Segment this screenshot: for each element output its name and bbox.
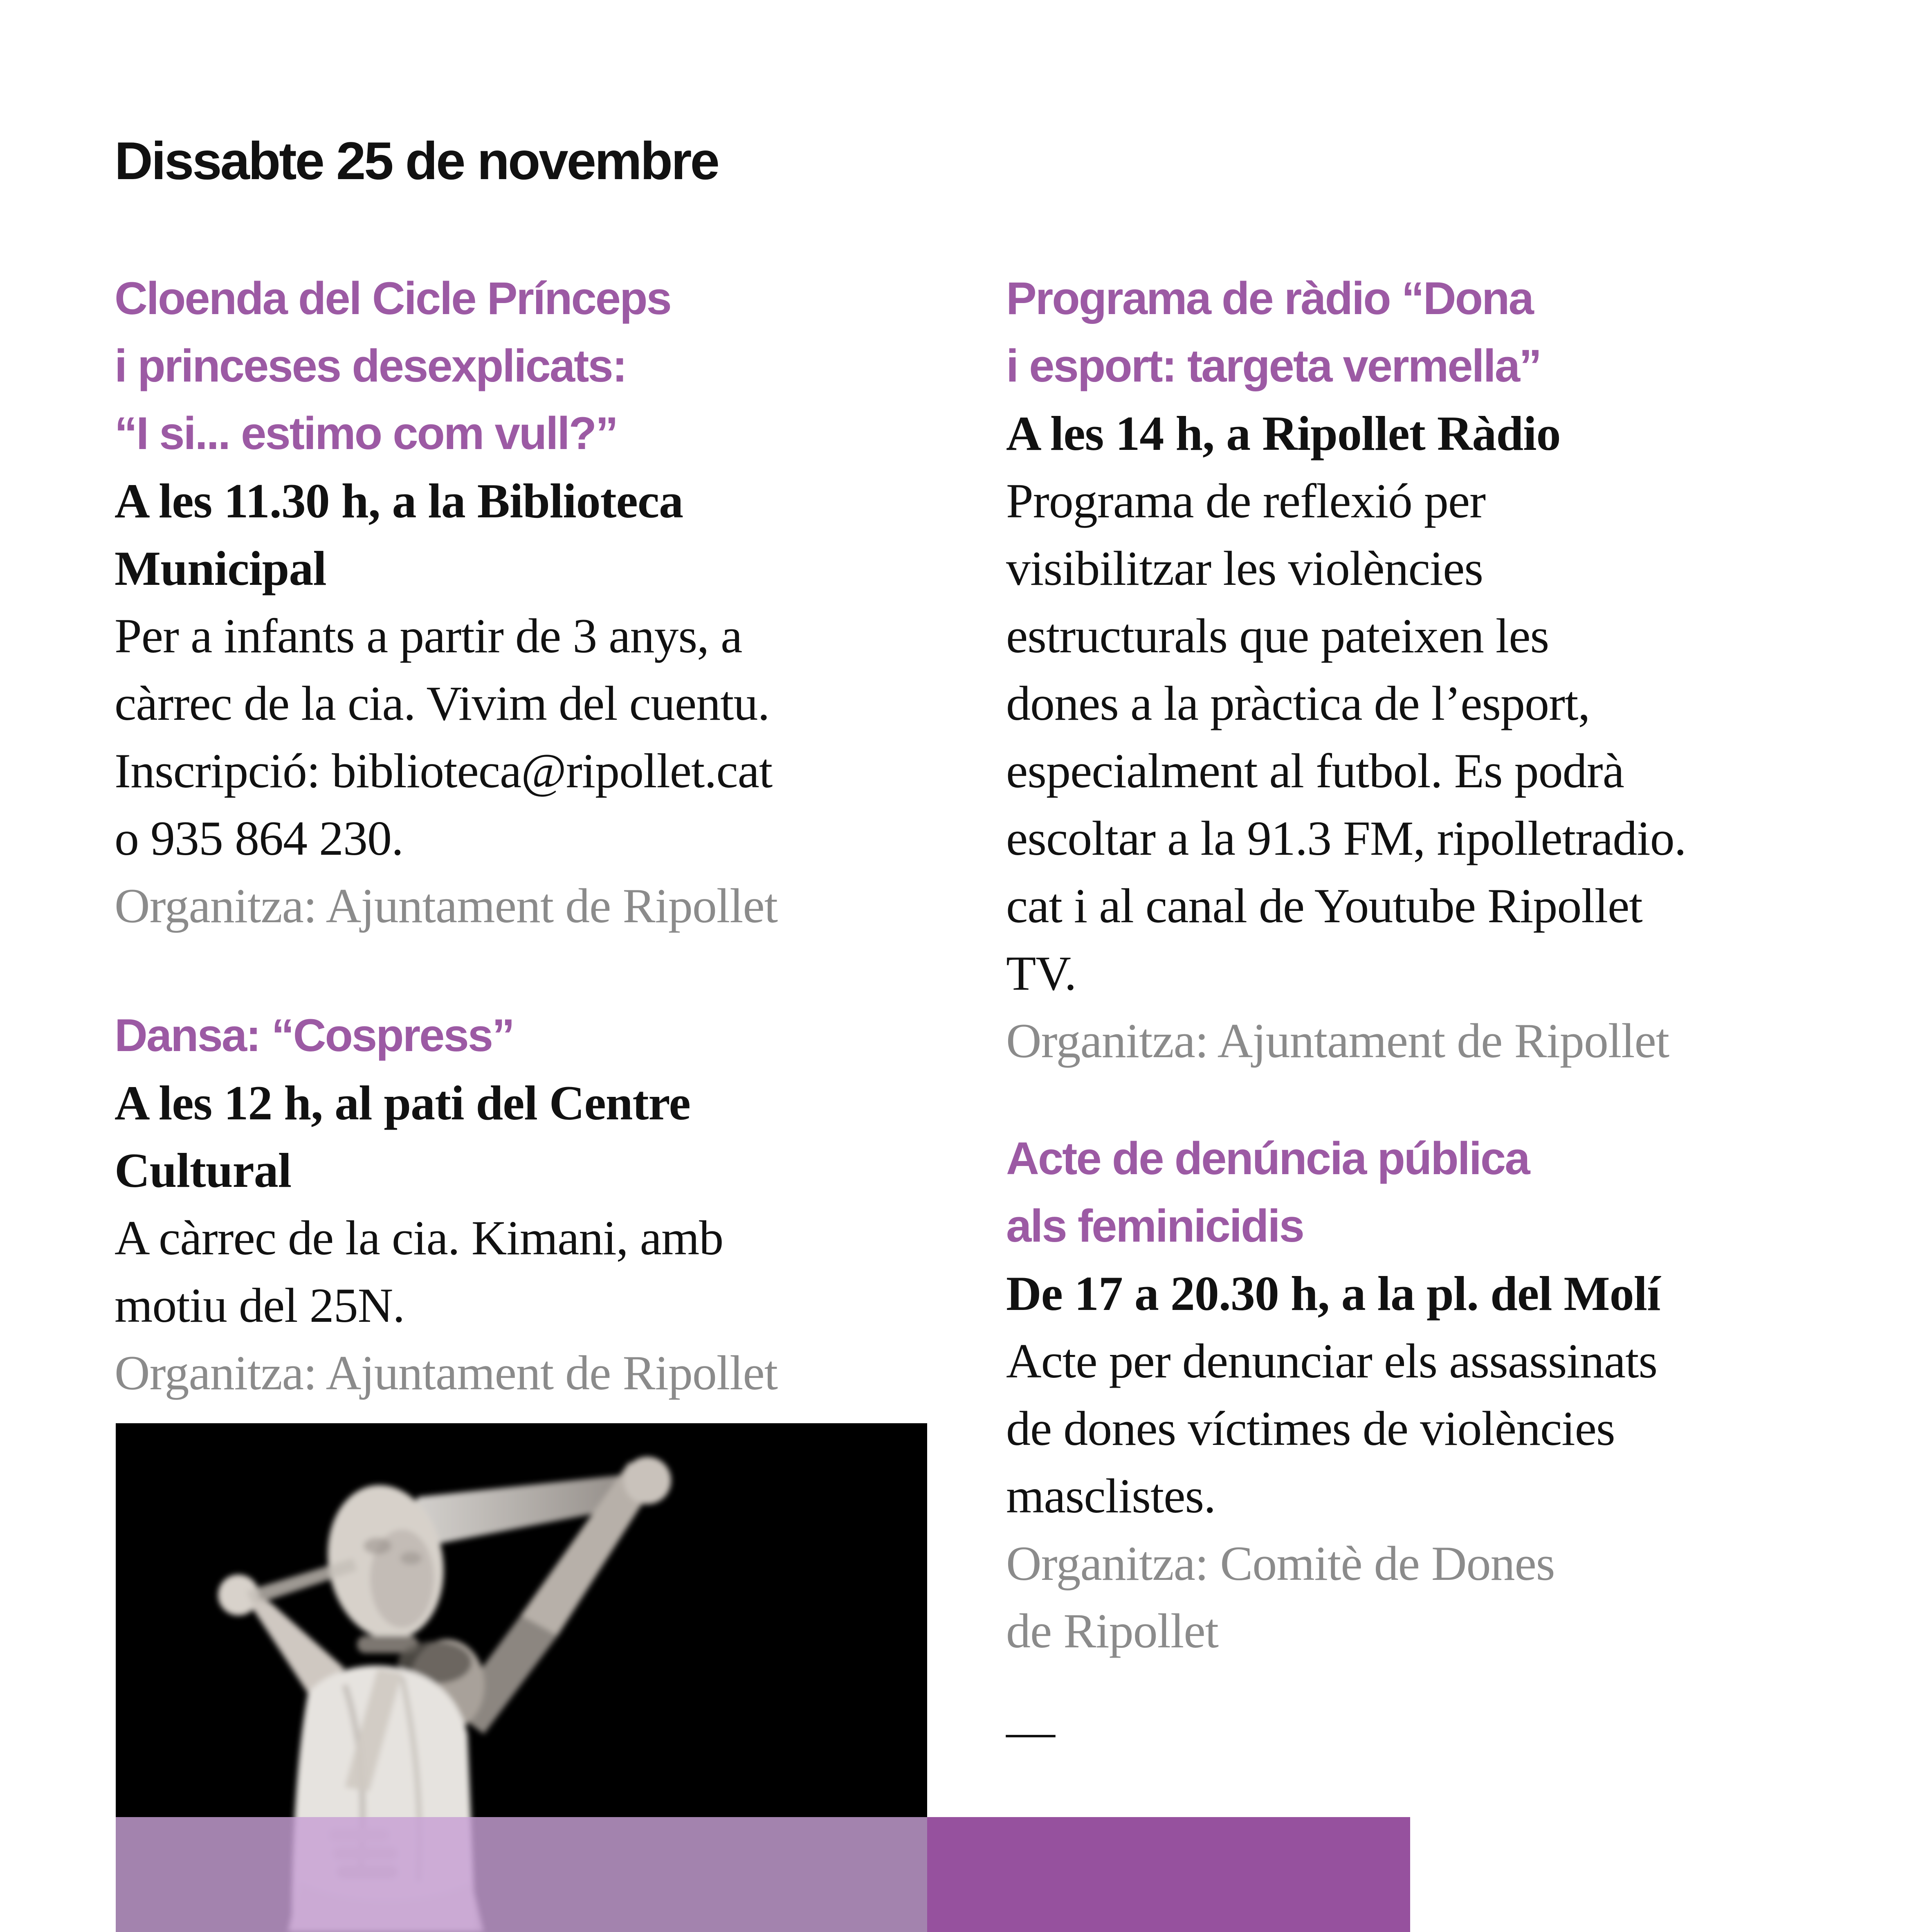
event-description-line: visibilitzar les violències: [1006, 541, 1483, 595]
event-organizer: Organitza: Ajuntament de Ripollet: [115, 1346, 778, 1400]
event-when-where: A les 12 h, al pati del Centre: [115, 1076, 690, 1130]
event-title-line: “I si... estimo com vull?”: [115, 408, 617, 459]
section-end-dash: —: [1006, 1704, 1055, 1758]
event-title-line: Cloenda del Cicle Prínceps: [115, 273, 671, 324]
event-when-where: Cultural: [115, 1143, 292, 1197]
event-organizer: Organitza: Ajuntament de Ripollet: [115, 878, 778, 933]
event-description-line: especialment al futbol. Es podrà: [1006, 744, 1624, 798]
event-organizer: Organitza: Ajuntament de Ripollet: [1006, 1013, 1669, 1068]
event-description-line: Acte per denunciar els assassinats: [1006, 1334, 1658, 1388]
event-when-where: De 17 a 20.30 h, a la pl. del Molí: [1006, 1266, 1660, 1321]
event-title-line: i esport: targeta vermella”: [1006, 340, 1541, 391]
event-description-line: Per a infants a partir de 3 anys, a: [115, 609, 742, 663]
event-acte-denuncia: [1006, 1125, 1906, 1665]
event-description-line: càrrec de la cia. Vivim del cuentu.: [115, 676, 770, 730]
event-description-line: Inscripció: biblioteca@ripollet.cat: [115, 744, 773, 798]
event-description-line: Programa de reflexió per: [1006, 474, 1486, 528]
date-heading: Dissabte 25 de novembre: [115, 131, 718, 191]
event-description-line: estructurals que pateixen les: [1006, 609, 1549, 663]
event-title-line: i princeses desexplicats:: [115, 340, 627, 391]
event-organizer: Organitza: Comitè de Dones: [1006, 1536, 1555, 1591]
event-title-line: Dansa: “Cospress”: [115, 1010, 514, 1061]
event-description-line: dones a la pràctica de l’esport,: [1006, 676, 1590, 730]
purple-band-photo-overlay: [116, 1817, 927, 1932]
event-programa-radio: [1006, 265, 1906, 1074]
purple-band-solid: [927, 1817, 1410, 1932]
event-description-line: de dones víctimes de violències: [1006, 1401, 1615, 1456]
event-title-line: Programa de ràdio “Dona: [1006, 273, 1533, 324]
event-description-line: A càrrec de la cia. Kimani, amb: [115, 1211, 723, 1265]
event-title-line: Acte de denúncia pública: [1006, 1133, 1529, 1184]
event-description-line: masclistes.: [1006, 1469, 1216, 1523]
event-description-line: escoltar a la 91.3 FM, ripolletradio.: [1006, 811, 1686, 865]
event-description-line: TV.: [1006, 946, 1076, 1000]
event-title-line: als feminicidis: [1006, 1200, 1303, 1251]
event-when-where: Municipal: [115, 541, 326, 595]
event-cloenda-cicle: [115, 265, 957, 939]
event-when-where: A les 14 h, a Ripollet Ràdio: [1006, 406, 1561, 461]
event-when-where: A les 11.30 h, a la Biblioteca: [115, 474, 683, 528]
event-organizer: de Ripollet: [1006, 1604, 1218, 1658]
event-description-line: o 935 864 230.: [115, 811, 403, 865]
event-description-line: cat i al canal de Youtube Ripollet: [1006, 878, 1642, 933]
event-dansa-cospress: [115, 1002, 957, 1406]
event-description-line: motiu del 25N.: [115, 1278, 405, 1332]
